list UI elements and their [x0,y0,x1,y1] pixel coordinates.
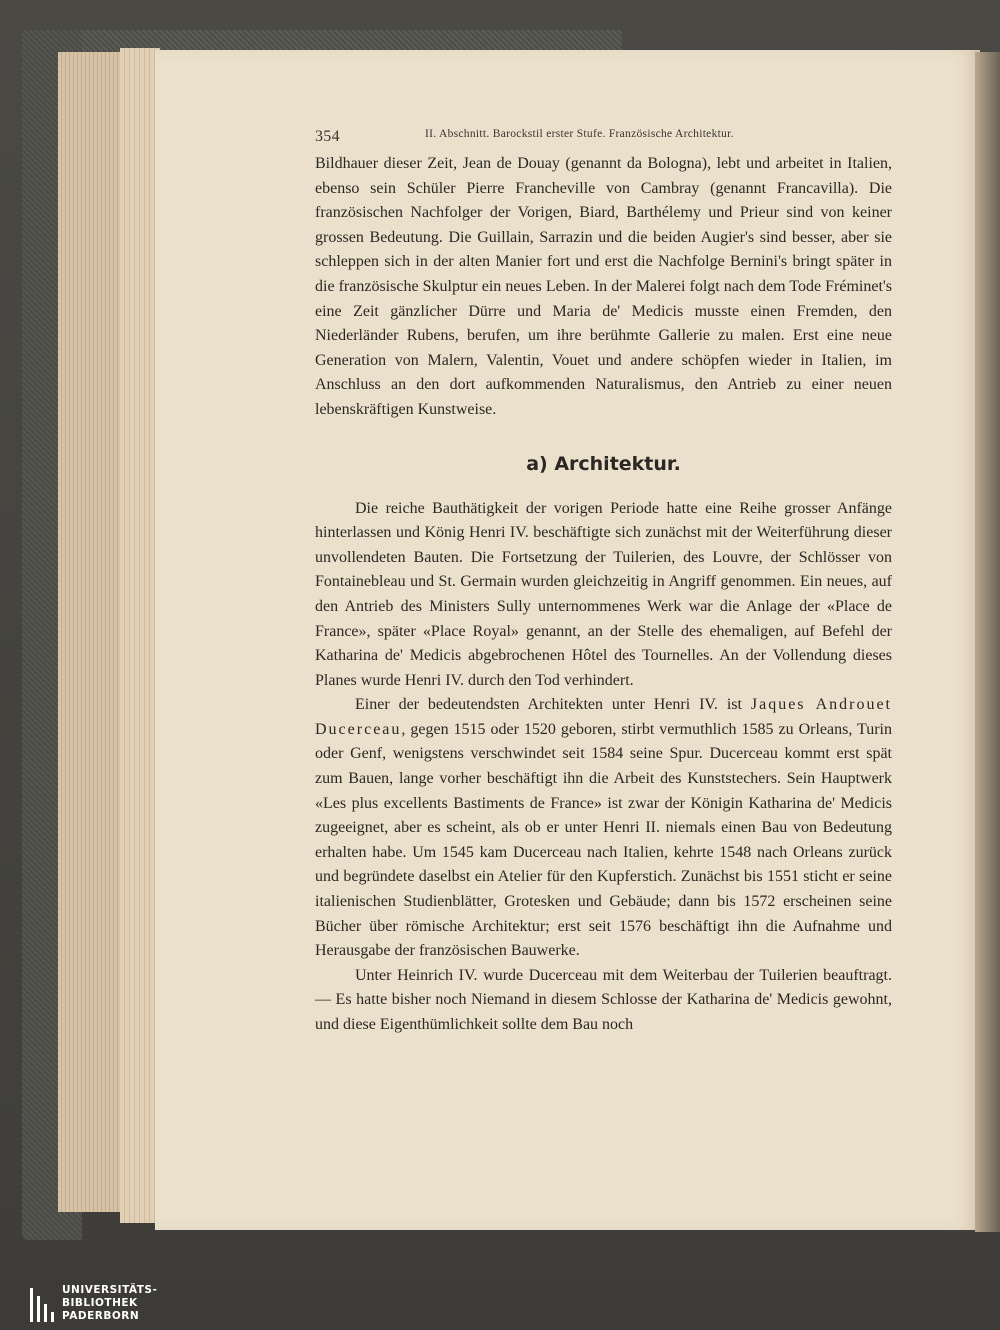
library-name-line-2: BIBLIOTHEK [62,1297,138,1309]
paragraph-4: Unter Heinrich IV. wurde Ducerceau mit dem Weiterbau der Tuilerien beauftragt. — Es hatte bisher noch Niemand in diesem Schlosse der Katharina de' Medicis gewohnt, und diese Eigenthümlichkeit sollte dem Bau noch [315,966,892,1033]
library-name-line-1: UNIVERSITÄTS- [62,1284,158,1296]
page-number: 354 [315,128,340,145]
paragraph-1: Bildhauer dieser Zeit, Jean de Douay (genannt da Bologna), lebt und arbeitet in Italien, ebenso sein Schüler Pierre Francheville von Cambray (genannt Francavilla). Die französischen Nachfolger der Vorigen, Biard, Barthélemy und Prieur sind von keiner grossen Bedeutung. Die Guillain, Sarrazin und die beiden Augier's sind besser, aber sie schleppen sich in der alten Manier fort und erst die Nachfolge Bernini's bringt später in die französische Skulptur ein neues Leben. In der Malerei folgt nach dem Tode Fréminet's eine Zeit gänzlicher Dürre und Maria de' Medicis musste einen Fremden, den Niederländer Rubens, berufen, um ihre berühmte Gallerie zu malen. Erst eine neue Generation von Malern, Valentin, Vouet und andere schöpfen wieder in Italien, im Anschluss an den dort aufkommenden Naturalismus, den Antrieb zu einer neuen lebenskräftigen Kunstweise. [315,155,892,418]
page-stack [120,48,160,1223]
running-head [315,126,892,152]
page-content [315,126,892,1038]
book-cover-top [22,30,622,52]
paragraph-2: Die reiche Bauthätigkeit der vorigen Periode hatte eine Reihe grosser Anfänge hinterlassen und König Henri IV. beschäftigte sich zunächst mit der Weiterführung dieser unvollendeten Bauten. Die Fortsetzung der Tuilerien, des Louvre, der Schlösser von Fontainebleau und St. Germain wurden gleichzeitig in Angriff genommen. Ein neues, auf den Antrieb des Ministers Sully unternommenes Werk war die Anlage der «Place de France», später «Place Royal» genannt, an der Stelle des ehemaligen, auf Befehl der Katharina de' Medicis abgebrochenen Hôtel des Tournelles. An der Vollendung dieses Planes wurde Henri IV. durch den Tod verhindert. [315,499,892,689]
library-name [62,1284,157,1323]
architect-name: Jaques Androuet Ducerceau [315,696,893,738]
running-title: II. Abschnitt. Barockstil erster Stufe. Französische Architektur. [425,128,734,140]
right-page-shadow [975,52,1000,1232]
paragraph-3-start: Einer der bedeutendsten Architekten unter Henri IV. ist [355,696,751,714]
library-name-line-3: PADERBORN [62,1310,140,1322]
library-footer [0,1280,1000,1330]
library-logo-icon [30,1288,54,1322]
paragraph-3-rest: , gegen 1515 oder 1520 geboren, stirbt vermuthlich 1585 zu Orleans, Turin oder Genf, wenigstens verschwindet seit 1584 seine Spur. Ducerceau kommt erst spät zum Bauen, lange vorher beschäftigt ihn die Arbeit des Kunststechers. Sein Hauptwerk «Les plus excellents Bastiments de France» ist zwar der Königin Katharina de' Medicis zugeeignet, aber es scheint, als ob er unter Henri II. niemals einen Bau von Bedeutung erhalten habe. Um 1545 kam Ducerceau nach Italien, kehrte 1548 nach Orleans zurück und begründete daselbst ein Atelier für den Kupferstich. Zunächst bis 1551 sticht er seine italienischen Studienblätter, Grotesken und Gebäude; dann bis 1572 erscheinen seine Bücher über römische Architektur; erst seit 1576 beschäftigt ihn die Aufnahme und Herausgabe der französischen Bauwerke. [315,720,892,960]
paragraph-3 [315,693,892,964]
section-heading: a) Architektur. [526,452,681,475]
